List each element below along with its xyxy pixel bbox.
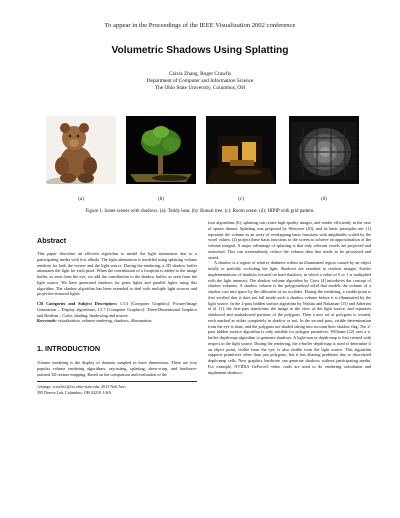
keywords-text: visualization, volume rendering, shadows, illumination <box>57 318 152 324</box>
footnote-address: 395 Dreese Lab, Columbus, OH 43210, USA <box>37 389 112 395</box>
keywords <box>37 318 197 324</box>
hipip-grid-image <box>289 116 359 184</box>
cr-label: CR Categories and Subject Descriptors: <box>37 301 118 306</box>
figure-c-room-scene <box>206 116 276 190</box>
figure-label-d: (d) <box>321 197 327 202</box>
figure-b-bonsai-tree <box>126 116 196 190</box>
left-column <box>37 232 197 395</box>
author-university: The Ohio State University, Columbus, OH <box>154 85 246 92</box>
body-paragraph-2: A shadow is a region of relative darkness within an illuminated region caused by an object totally or partially occluding the light. Shadows are essential to realistic images. Earlier implementations of shadows focused on hard shadows, in which a value of 0 or 1 is multiplied with the light intensity. The shadow volume algorithm by Crow [4] introduces the concept of shadow volumes. A shadow volume is the polygonalized solid that models the volume of a shadow cast into space by the silhouette of an occluder. During the rendering, a visible point is first verified that it does not fall inside such a shadow volume before it is illuminated by the light source. In the 2-pass hidden surface algorithm by Nishita and Nakamae [15] and Atherton et al. [1], the first-pass transforms the image to the view of the light source, and separates shadowed and unshadowed portions of the polygons. Then a new set of polygons is created, each marked as either completely in shadow or not. In the second pass, visible determination from the eye is done, and the polygons are shaded taking into account their shadow flag. The 2-pass hidden surface algorithm is only suitable for polygon primitives. Williams [22] uses a z-buffer depth-map algorithm to generate shadows. A light-source depth-map is first created with respect to the light source. During the rendering, the z-buffer depth-map is used to determine if an object point, visible from the eye, is also visible from the light source. This algorithm supports primitives other than just polygons, but it has aliasing problems due to discretized depth-map cells. New graphics hardware can generate shadows without participating media. For example, NVIDIA GeForce3 video cards are used to do rendering calculation and implement shadows. <box>208 260 371 375</box>
right-column <box>208 220 371 375</box>
conference-header: To appear in the Proceedings of the IEEE Visualization 2002 conference <box>104 22 296 29</box>
figure-a-teddy-bear <box>46 116 116 190</box>
figure-caption: Figure 1. Some scenes with shadows. (a): Teddy bear. (b): Bonsai tree. (c): Room scene. (d): HIPIP with grid pattern. <box>85 209 315 214</box>
body-paragraph-1: four algorithms [6], splatting can create high-quality images, and render efficiently in the case of sparse dataset. Splatting was proposed by Westover [20], and its basic principles are: (1) represent the volume as an array of overlapping basis functions with amplitudes scaled by the voxel values; (2) project these basis functions to the screen to achieve an approximation of the volume integral. A major advantage of splatting is that only relevant voxels are projected and rasterized. This can tremendously reduce the volume data that needs to be processed and stored. <box>208 220 371 260</box>
cr-text: I.3.3 [Computer Graphics]: Picture/Image Generation – Display algorithms; I.3.7 [Computer Graphics]: Three-Dimensional Graphics and Realism – Color, shading, shadowing and texture. <box>37 301 197 318</box>
figure-d-hipip-grid <box>289 116 359 190</box>
bonsai-tree-image <box>126 116 196 184</box>
figure-label-c: (c) <box>238 197 244 202</box>
author-names: Caixia Zhang, Roger Crawfis <box>168 71 232 77</box>
teddy-bear-image <box>46 116 116 184</box>
abstract-text: This paper describes an efficient algorithm to model the light attenuation due to a participating media with low albedo. The light attenuation is modeled using splatting volume renderer for both the viewer and the light source. During the rendering, a 2D shadow buffer attenuates the light for each pixel. When the contribution of a footprint is added to the image buffer, as seen from the eye, we add the contribution to the shadow buffer, as seen from the light source. We have generated shadows for point lights and parallel lights using this algorithm. The shadow algorithm has been extended to deal with multiple light sources and projective textured lights. <box>37 251 197 297</box>
keywords-label: Keywords: <box>37 318 57 324</box>
cr-categories <box>37 301 197 318</box>
author-department: Department of Computer and Information Science <box>146 78 254 85</box>
room-scene-image <box>206 116 276 184</box>
figure-label-b: (b) <box>158 197 164 202</box>
introduction-text: Volume rendering is the display of datasets sampled in three dimensions. There are four popular volume rendering algorithms: raycasting, splatting, shear-warp, and hardware-assisted 3D texture mapping. Based on the comparison and evaluation of the <box>37 360 197 377</box>
author-footnote <box>37 381 197 395</box>
introduction-heading: 1. INTRODUCTION <box>37 344 101 353</box>
author-block <box>0 71 400 93</box>
abstract-heading: Abstract <box>37 236 67 245</box>
footnote-email: {zhangc, crawfis}@cis.ohio-state.edu, 2015 Neil Ave., <box>37 384 127 390</box>
figure-row <box>46 116 358 202</box>
figure-label-a: (a) <box>78 197 84 202</box>
paper-title: Volumetric Shadows Using Splatting <box>111 45 289 56</box>
